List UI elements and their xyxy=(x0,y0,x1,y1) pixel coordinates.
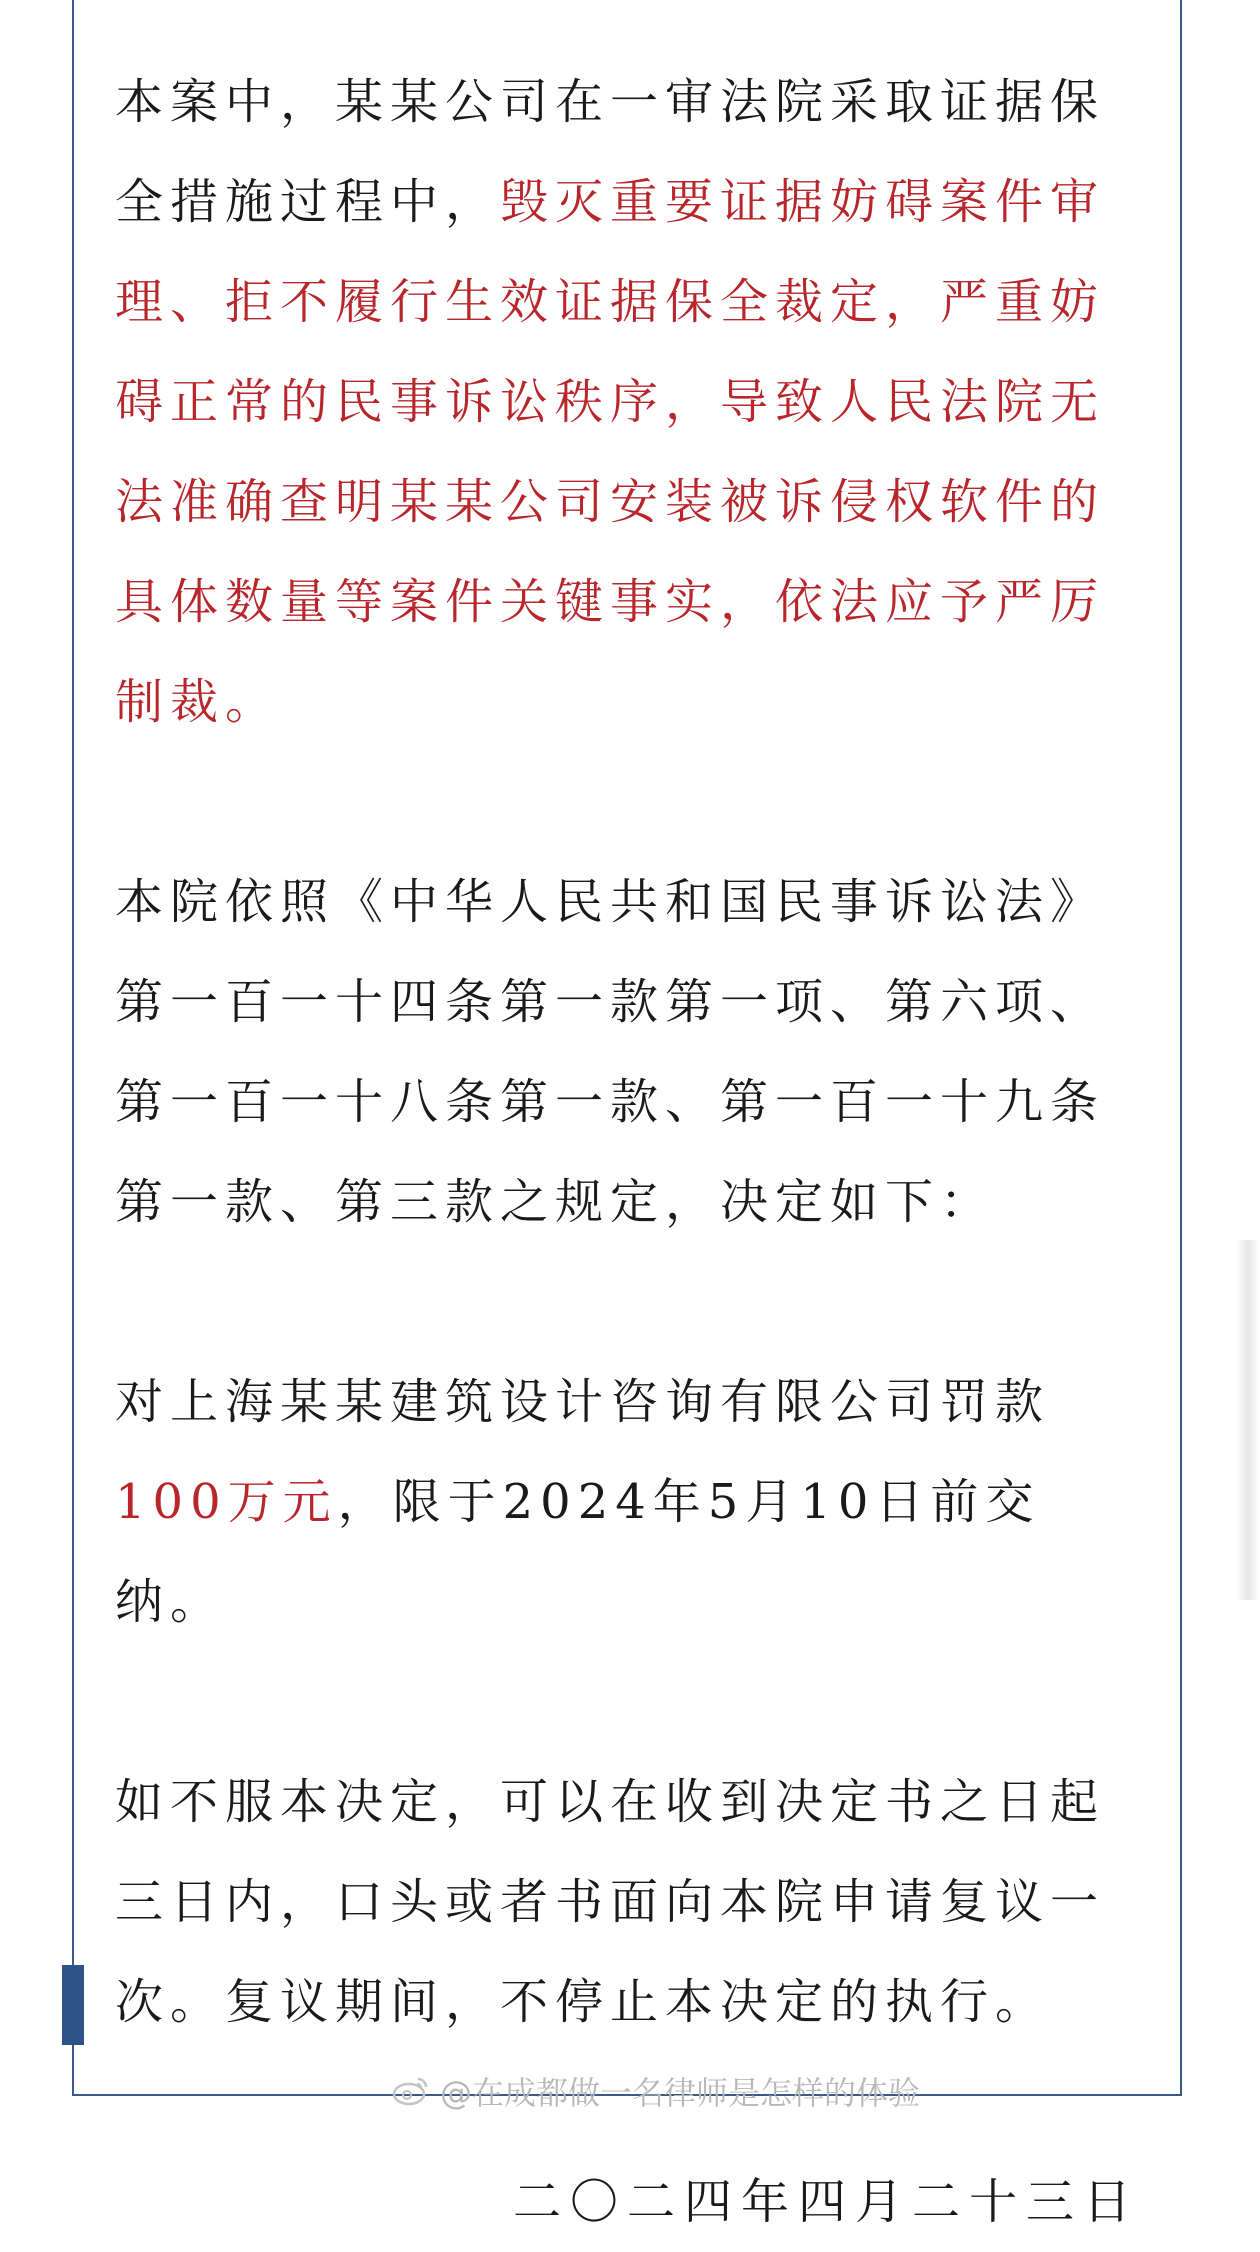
watermark xyxy=(392,2066,920,2116)
paragraph-facts xyxy=(115,52,1140,752)
paragraph-penalty xyxy=(115,1352,1140,1652)
watermark-text: @在成都做一名律师是怎样的体验 xyxy=(440,2074,921,2112)
facts-text: 本案中，某某公司在一审法院采取证据保全措施过程中， xyxy=(115,74,1106,230)
paragraph-legal-basis: 本院依照《中华人民共和国民事诉讼法》第一百一十四条第一款第一项、第六项、第一百一十八条第一款、第一百一十九条第一款、第三款之规定，决定如下： xyxy=(115,874,1106,1230)
facts-highlight: 毁灭重要证据妨碍案件审理、拒不履行生效证据保全裁定，严重妨碍正常的民事诉讼秩序，导致人民法院无法准确查明某某公司安装被诉侵权软件的具体数量等案件关键事实，依法应予严厉制裁。 xyxy=(115,174,1106,730)
penalty-deadline: ，限于2024年5月10日前交纳。 xyxy=(115,1474,1041,1630)
penalty-amount: 100万元 xyxy=(115,1474,338,1530)
paragraph-appeal: 如不服本决定，可以在收到决定书之日起三日内，口头或者书面向本院申请复议一次。复议期间，不停止本决定的执行。 xyxy=(115,1774,1106,2030)
decision-text xyxy=(115,52,1140,2252)
weibo-icon xyxy=(392,2075,430,2107)
page-edge-shadow xyxy=(1236,1240,1260,1600)
penalty-text: 对上海某某建筑设计咨询有限公司罚款 xyxy=(115,1374,1051,1430)
decision-date: 二〇二四年四月二十三日 xyxy=(512,2174,1140,2230)
frame-accent-bar xyxy=(62,1965,84,2045)
